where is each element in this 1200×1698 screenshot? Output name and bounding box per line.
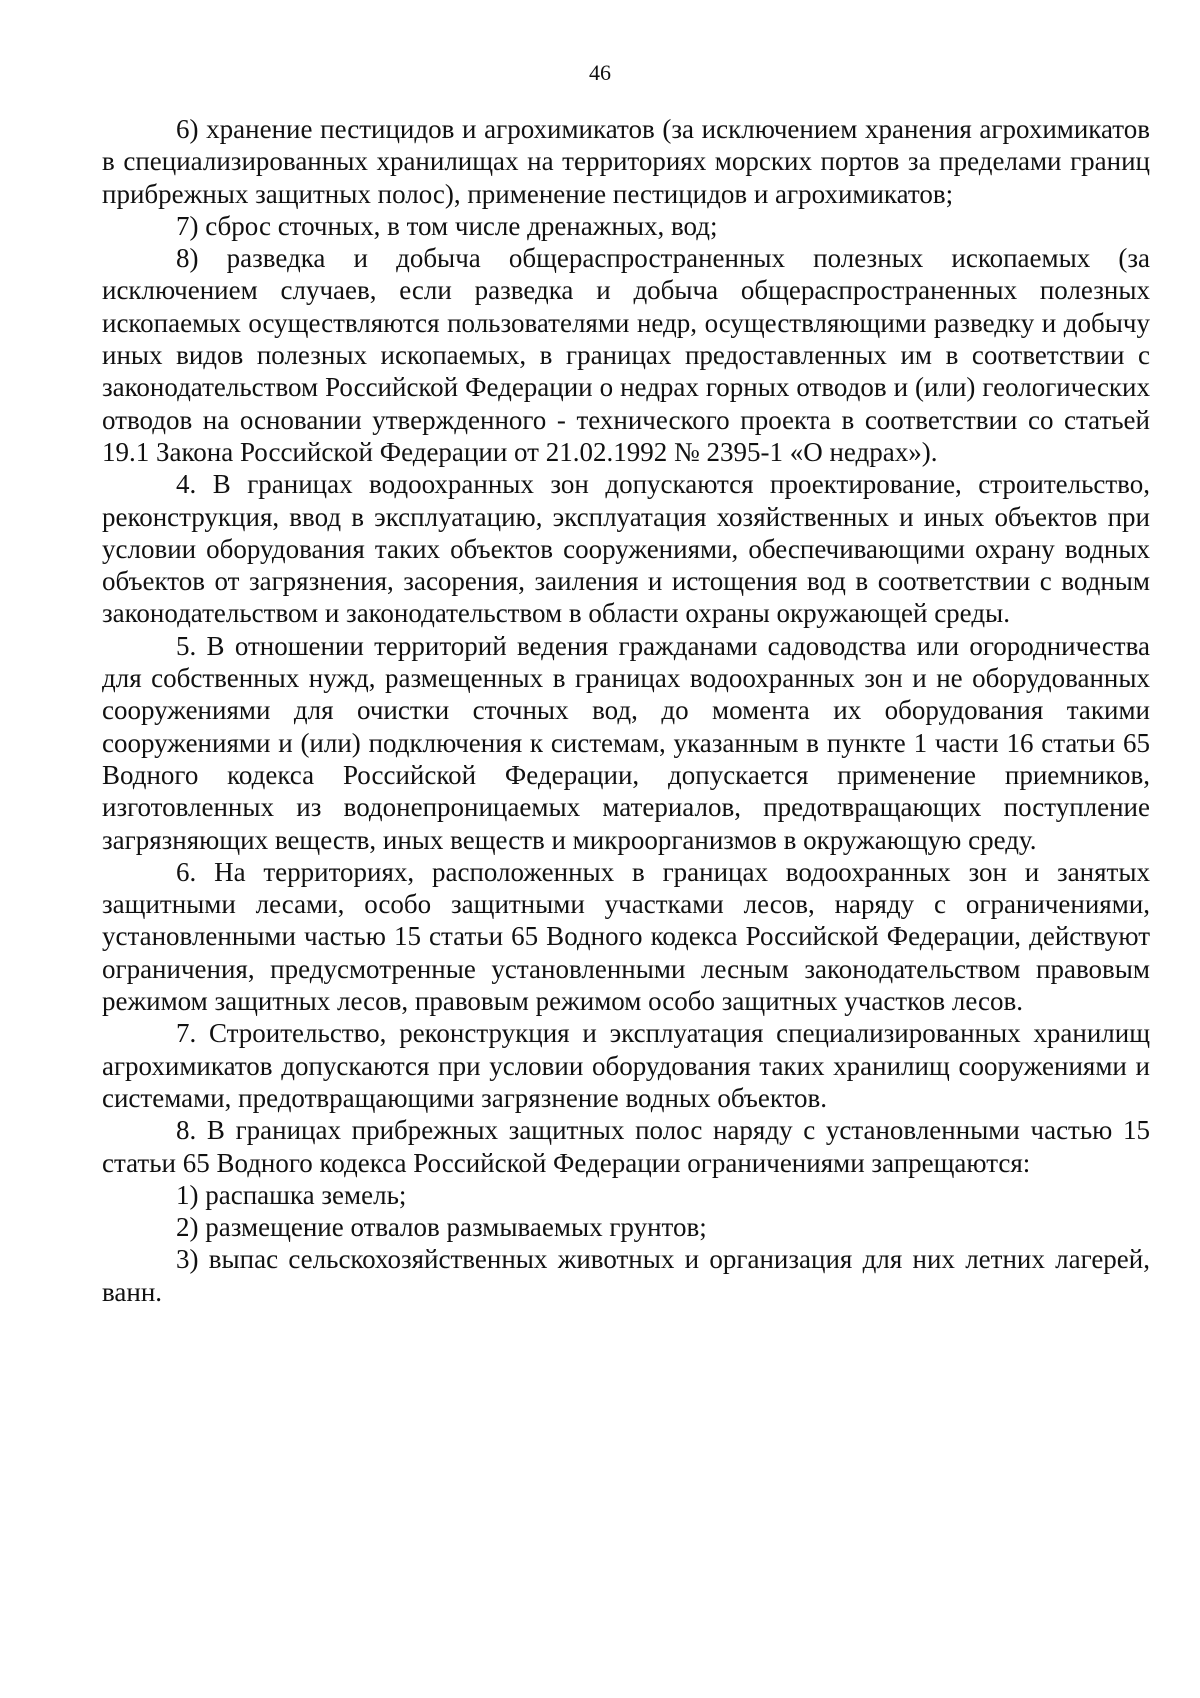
paragraph-item-8-mining: 8) разведка и добыча общераспространенных полезных ископаемых (за исключением случаев, если разведка и добыча общераспространенных полезных ископаемых осуществляются пользователями недр, осуществляющими разведку и добычу иных видов полезных ископаемых, в границах предоставленных им в соответствии с законодательством Российской Федерации о недрах горных отводов и (или) геологических отводов на основании утвержденного - технического проекта в соответствии со статьей 19.1 Закона Российской Федерации от 21.02.1992 № 2395-1 «О недрах»). [102, 243, 1150, 467]
paragraph-section-8: 8. В границах прибрежных защитных полос наряду с установленными частью 15 статьи 65 Водного кодекса Российской Федерации ограничениями запрещаются: [102, 1115, 1150, 1178]
paragraph-section-5: 5. В отношении территорий ведения гражданами садоводства или огородничества для собственных нужд, размещенных в границах водоохранных зон и не оборудованных сооружениями для очистки сточных вод, до момента их оборудования такими сооружениями и (или) подключения к системам, указанным в пункте 1 части 16 статьи 65 Водного кодекса Российской Федерации, допускается применение приемников, изготовленных из водонепроницаемых материалов, предотвращающих поступление загрязняющих веществ, иных веществ и микроорганизмов в окружающую среду. [102, 630, 1150, 855]
paragraph-section-4: 4. В границах водоохранных зон допускаются проектирование, строительство, реконструкция, ввод в эксплуатацию, эксплуатация хозяйственных и иных объектов при условии оборудования таких объектов сооружениями, обеспечивающими охрану водных объектов от загрязнения, засорения, заиления и истощения вод в соответствии с водным законодательством и законодательством в области охраны окружающей среды. [102, 469, 1150, 629]
document-body [102, 113, 1150, 1308]
paragraph-item-2-dumps: 2) размещение отвалов размываемых грунтов; [176, 1212, 707, 1243]
paragraph-item-7-wastewater: 7) сброс сточных, в том числе дренажных, вод; [176, 210, 718, 241]
page-number: 46 [589, 60, 611, 85]
paragraph-section-6: 6. На территориях, расположенных в границах водоохранных зон и занятых защитными лесами, особо защитными участками лесов, наряду с ограничениями, установленными частью 15 статьи 65 Водного кодекса Российской Федерации, действуют ограничения, предусмотренные установленными лесным законодательством правовым режимом защитных лесов, правовым режимом особо защитных участков лесов. [102, 856, 1150, 1017]
paragraph-section-7: 7. Строительство, реконструкция и эксплуатация специализированных хранилищ агрохимикатов допускаются при условии оборудования таких хранилищ сооружениями и системами, предотвращающими загрязнение водных объектов. [102, 1018, 1150, 1113]
paragraph-item-1-plowing: 1) распашка земель; [176, 1179, 407, 1210]
paragraph-item-6-pesticides: 6) хранение пестицидов и агрохимикатов (за исключением хранения агрохимикатов в специализированных хранилищах на территориях морских портов за пределами границ прибрежных защитных полос), применение пестицидов и агрохимикатов; [102, 114, 1150, 209]
paragraph-item-3-grazing: 3) выпас сельскохозяйственных животных и организация для них летних лагерей, ванн. [102, 1244, 1150, 1307]
